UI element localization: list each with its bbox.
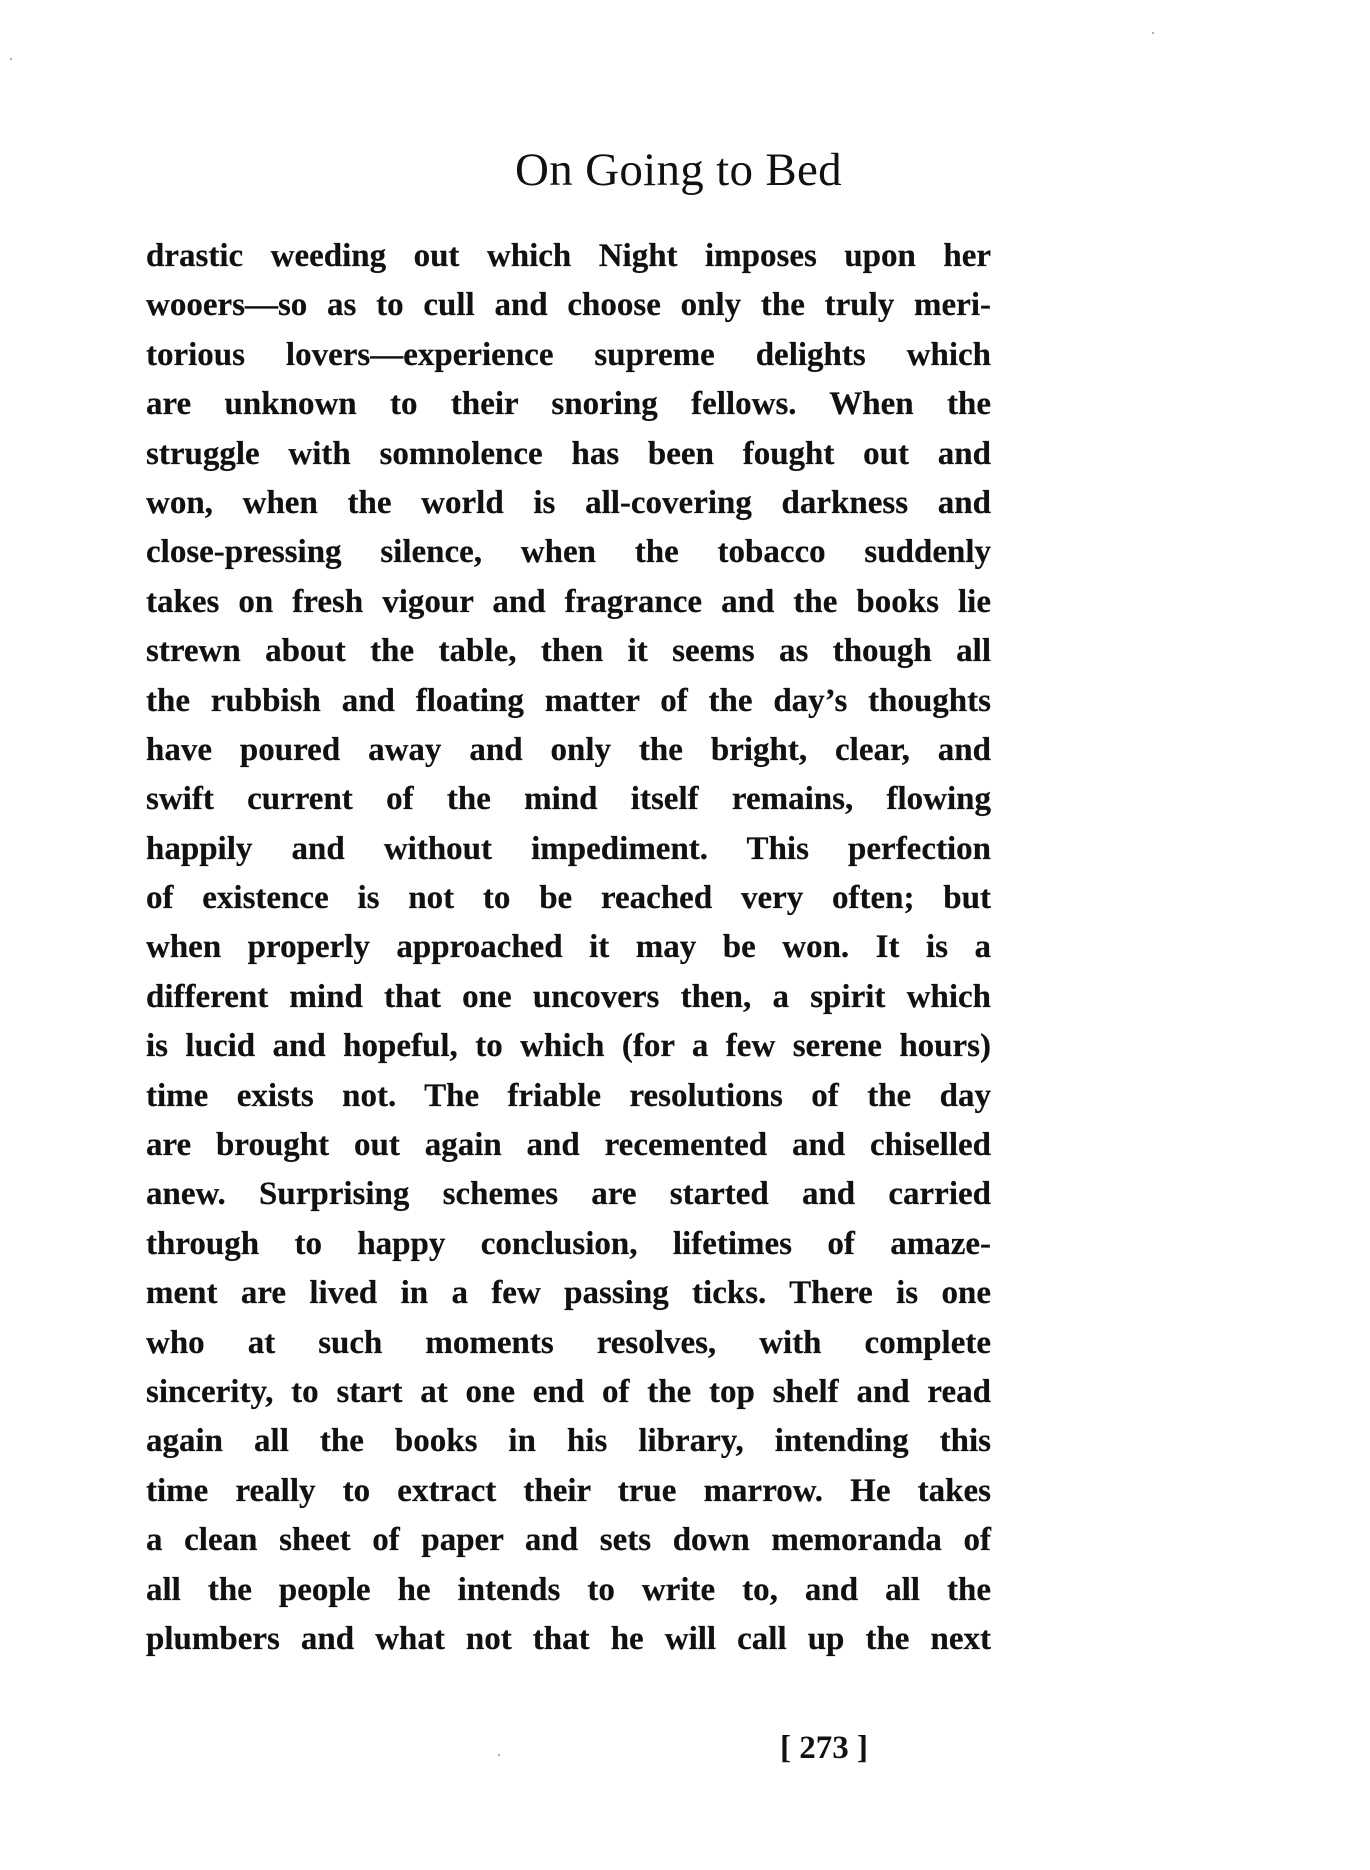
scan-speck xyxy=(498,1754,500,1756)
text-line: plumbers and what not that he will call up the next xyxy=(146,1620,991,1657)
body-text xyxy=(146,232,991,1664)
text-line: struggle with somnolence has been fought out and xyxy=(146,435,991,472)
text-line: again all the books in his library, intending this xyxy=(146,1423,991,1460)
text-line: torious lovers—experience supreme delights which xyxy=(146,336,991,373)
text-line: are unknown to their snoring fellows. When the xyxy=(146,386,991,423)
running-head: On Going to Bed xyxy=(515,144,842,196)
text-line: when properly approached it may be won. It is a xyxy=(146,929,991,966)
text-line: different mind that one uncovers then, a spirit which xyxy=(146,978,991,1015)
text-line: takes on fresh vigour and fragrance and the books lie xyxy=(146,583,991,620)
text-line: the rubbish and floating matter of the day’s thoughts xyxy=(146,682,991,719)
text-line: are brought out again and recemented and chiselled xyxy=(146,1127,991,1164)
text-line: drastic weeding out which Night imposes upon her xyxy=(146,238,991,274)
text-line: close-pressing silence, when the tobacco suddenly xyxy=(146,534,991,571)
text-line: is lucid and hopeful, to which (for a few serene hours) xyxy=(146,1028,991,1065)
text-line: through to happy conclusion, lifetimes of amaze- xyxy=(146,1225,991,1262)
scan-speck xyxy=(1152,32,1154,34)
text-line: a clean sheet of paper and sets down memoranda of xyxy=(146,1522,991,1559)
text-line: who at such moments resolves, with complete xyxy=(146,1324,991,1361)
text-line: strewn about the table, then it seems as though all xyxy=(146,633,991,670)
scan-speck xyxy=(10,58,12,60)
text-line: have poured away and only the bright, clear, and xyxy=(146,731,991,768)
text-line: all the people he intends to write to, and all the xyxy=(146,1571,991,1608)
page-number: [ 273 ] xyxy=(780,1730,868,1766)
text-line: happily and without impediment. This perfection xyxy=(146,830,991,867)
text-line: won, when the world is all-covering darkness and xyxy=(146,484,991,521)
text-line: time exists not. The friable resolutions of the day xyxy=(146,1077,991,1114)
text-line: of existence is not to be reached very often; but xyxy=(146,880,991,917)
text-line: wooers—so as to cull and choose only the truly meri- xyxy=(146,287,991,324)
text-line: sincerity, to start at one end of the top shelf and read xyxy=(146,1373,991,1410)
text-line: ment are lived in a few passing ticks. There is one xyxy=(146,1275,991,1312)
text-line: time really to extract their true marrow. He takes xyxy=(146,1472,991,1509)
text-line: swift current of the mind itself remains, flowing xyxy=(146,781,991,818)
text-line: anew. Surprising schemes are started and carried xyxy=(146,1176,991,1213)
